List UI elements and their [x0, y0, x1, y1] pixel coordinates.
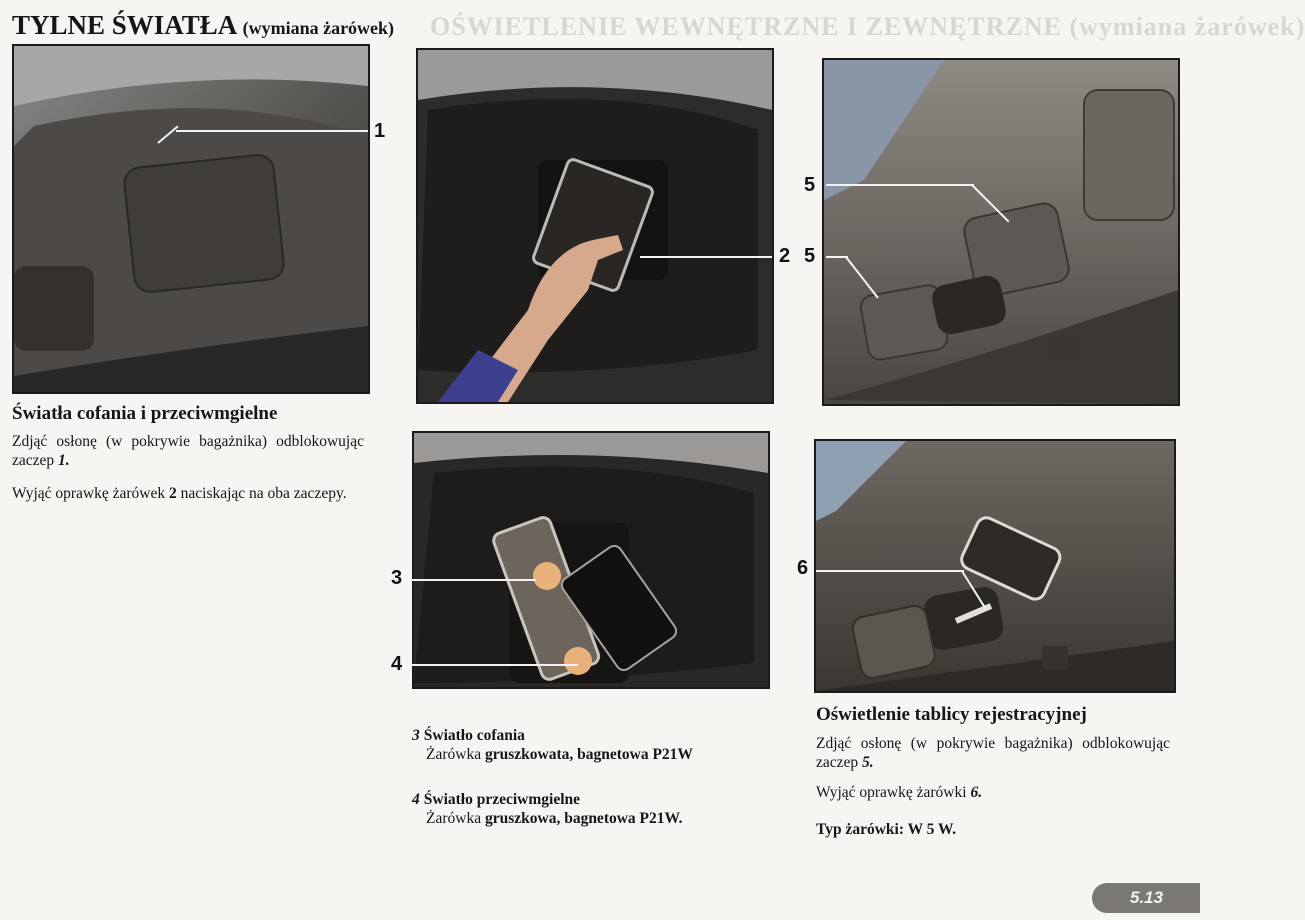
paragraph-plate-remove-holder — [816, 783, 1170, 802]
callout-number-3: 3 — [391, 567, 403, 589]
callout-line-6 — [816, 570, 964, 572]
page-title-subtitle: (wymiana żarówek) — [242, 18, 395, 38]
paragraph-remove-holder-post: naciskając na oba zaczepy. — [176, 485, 347, 502]
item-4-title: Światło przeciwmgielne — [423, 791, 581, 808]
page-number: 5.13 — [1130, 888, 1164, 907]
ref-clip-5: 5. — [862, 754, 874, 771]
item-reverse-light — [412, 726, 782, 764]
photo-trunk-lid-cover — [12, 44, 370, 394]
callout-number-2: 2 — [779, 245, 791, 267]
paragraph-remove-holder — [12, 484, 364, 503]
page-title-main: TYLNE ŚWIATŁA — [12, 10, 236, 40]
ref-holder-2: 2 — [169, 485, 177, 502]
ref-clip-1: 1. — [58, 452, 70, 469]
paragraph-plate-remove-cover-text: Zdjąć osłonę (w pokrywie bagażnika) odblokowując zaczep — [816, 735, 1170, 771]
photo-reverse-fog-bulbs — [412, 431, 770, 689]
callout-number-5a: 5 — [804, 174, 816, 196]
callout-line-3 — [410, 579, 536, 581]
item-4-bulb-pre: Żarówka — [426, 810, 485, 827]
item-3-bulb-pre: Żarówka — [426, 746, 485, 763]
callout-line-4 — [410, 664, 578, 666]
callout-number-1: 1 — [374, 120, 386, 142]
paragraph-remove-cover — [12, 432, 364, 470]
photo-plate-light-covers — [822, 58, 1180, 406]
item-3-bulb-type: gruszkowata, bagnetowa P21W — [484, 746, 693, 763]
bleed-through-title: OŚWIETLENIE WEWNĘTRZNE I ZEWNĘTRZNE (wymiana żarówek) — [430, 12, 1305, 41]
page-number-badge — [1092, 883, 1200, 913]
paragraph-remove-holder-pre: Wyjąć oprawkę żarówek — [12, 485, 169, 502]
callout-line-2 — [640, 256, 772, 258]
callout-number-4: 4 — [391, 653, 403, 675]
paragraph-plate-remove-holder-text: Wyjąć oprawkę żarówki — [816, 784, 971, 801]
heading-plate-light: Oświetlenie tablicy rejestracyjnej — [816, 704, 1087, 725]
ref-holder-6: 6. — [970, 784, 983, 801]
photo-plate-light-holder — [814, 439, 1176, 693]
callout-number-6: 6 — [797, 557, 809, 579]
item-4-number: 4 — [412, 791, 420, 808]
photo-bulb-holder-removal — [416, 48, 774, 404]
paragraph-bulb-type: Typ żarówki: W 5 W. — [816, 821, 956, 838]
heading-reverse-fog-lights: Światła cofania i przeciwmgielne — [12, 403, 278, 424]
paragraph-remove-cover-text: Zdjąć osłonę (w pokrywie bagażnika) odblokowując zaczep — [12, 433, 364, 469]
page-title — [12, 10, 394, 41]
callout-number-5b: 5 — [804, 245, 816, 267]
callout-line-5a — [826, 184, 974, 186]
item-4-bulb-type: gruszkowa, bagnetowa P21W. — [484, 810, 683, 827]
item-fog-light — [412, 790, 782, 828]
item-3-title: Światło cofania — [423, 727, 525, 744]
callout-line-1 — [176, 130, 368, 132]
paragraph-plate-remove-cover — [816, 734, 1170, 772]
item-3-number: 3 — [412, 727, 420, 744]
